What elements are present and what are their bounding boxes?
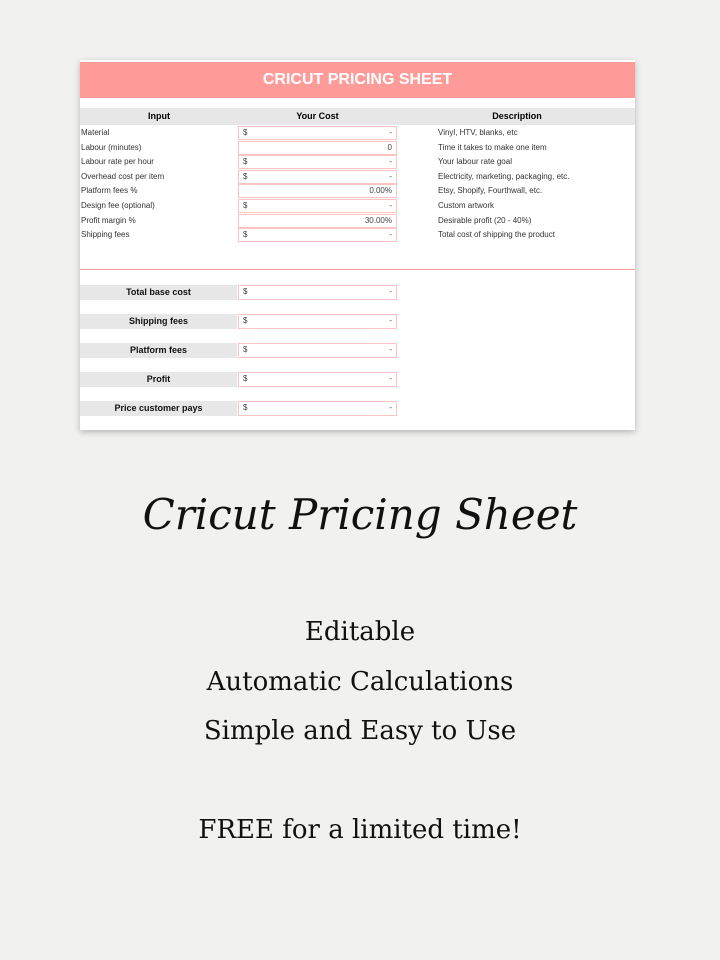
summary-label: Shipping fees <box>80 314 237 329</box>
summary-label: Price customer pays <box>80 401 237 416</box>
cost-input-cell[interactable] <box>238 228 397 242</box>
row-description: Time it takes to make one item <box>438 142 547 152</box>
pricing-sheet-preview <box>80 60 635 430</box>
feature-simple-easy: Simple and Easy to Use <box>203 716 517 746</box>
summary-value: - <box>389 316 392 325</box>
currency-symbol: $ <box>243 287 248 296</box>
input-label: Design fee (optional) <box>81 201 155 210</box>
summary-label: Platform fees <box>80 343 237 358</box>
input-label: Labour rate per hour <box>81 157 154 167</box>
currency-symbol: $ <box>243 374 248 383</box>
input-label: Platform fees % <box>81 186 138 196</box>
cost-input-cell[interactable] <box>238 199 397 213</box>
cost-input-cell[interactable] <box>238 214 397 228</box>
input-row <box>80 214 635 229</box>
summary-value: - <box>389 345 392 354</box>
section-divider <box>80 269 635 270</box>
summary-row <box>80 372 635 387</box>
cost-value: - <box>389 230 392 240</box>
header-your-cost: Your Cost <box>296 111 339 121</box>
row-description: Total cost of shipping the product <box>438 230 555 240</box>
input-label: Material <box>81 128 110 137</box>
summary-value: - <box>389 403 392 412</box>
cost-value: - <box>389 171 392 181</box>
row-description: Electricity, marketing, packaging, etc. <box>438 171 570 181</box>
input-row <box>80 184 635 199</box>
cost-value: 0 <box>387 142 392 152</box>
feature-editable: Editable <box>304 617 416 647</box>
input-row <box>80 228 635 243</box>
row-description: Vinyl, HTV, blanks, etc <box>438 128 518 137</box>
header-input: Input <box>148 111 170 121</box>
currency-symbol: $ <box>243 403 248 412</box>
input-row <box>80 155 635 170</box>
feature-automatic-calculations: Automatic Calculations <box>206 667 514 697</box>
row-description: Custom artwork <box>438 201 495 210</box>
summary-row <box>80 285 635 300</box>
header-description: Description <box>492 111 542 121</box>
input-row <box>80 126 635 141</box>
summary-value-cell <box>238 314 397 329</box>
input-label: Shipping fees <box>81 230 130 240</box>
summary-value-cell <box>238 343 397 358</box>
cost-value: - <box>389 128 392 137</box>
cost-value: 30.00% <box>364 215 392 225</box>
input-label: Profit margin % <box>81 215 136 225</box>
cost-input-cell[interactable] <box>238 155 397 169</box>
input-row <box>80 199 635 214</box>
product-heading: Cricut Pricing Sheet <box>142 490 578 539</box>
summary-label: Total base cost <box>80 285 237 300</box>
currency-symbol: $ <box>243 316 248 325</box>
cost-input-cell[interactable] <box>238 126 397 140</box>
promo-text: FREE for a limited time! <box>198 815 522 845</box>
cost-input-cell[interactable] <box>238 141 397 155</box>
currency-symbol: $ <box>243 128 248 137</box>
summary-row <box>80 401 635 416</box>
summary-row <box>80 343 635 358</box>
summary-value: - <box>389 287 392 296</box>
cost-value: 0.00% <box>369 186 392 196</box>
cost-input-cell[interactable] <box>238 184 397 198</box>
currency-symbol: $ <box>243 201 248 210</box>
summary-value-cell <box>238 401 397 416</box>
summary-value-cell <box>238 285 397 300</box>
currency-symbol: $ <box>243 230 248 240</box>
currency-symbol: $ <box>243 171 248 181</box>
summary-value: - <box>389 374 392 383</box>
summary-row <box>80 314 635 329</box>
row-description: Your labour rate goal <box>438 157 512 167</box>
currency-symbol: $ <box>243 157 248 167</box>
row-description: Desirable profit (20 - 40%) <box>438 215 532 225</box>
row-description: Etsy, Shopify, Fourthwall, etc. <box>438 186 543 196</box>
summary-label: Profit <box>80 372 237 387</box>
currency-symbol: $ <box>243 345 248 354</box>
input-row <box>80 141 635 156</box>
column-header-row <box>80 108 635 125</box>
input-label: Overhead cost per item <box>81 171 165 181</box>
sheet-title: CRICUT PRICING SHEET <box>80 62 635 98</box>
cost-value: - <box>389 157 392 167</box>
cost-input-cell[interactable] <box>238 170 397 184</box>
cost-value: - <box>389 201 392 210</box>
input-label: Labour (minutes) <box>81 142 142 152</box>
input-row <box>80 170 635 185</box>
summary-value-cell <box>238 372 397 387</box>
